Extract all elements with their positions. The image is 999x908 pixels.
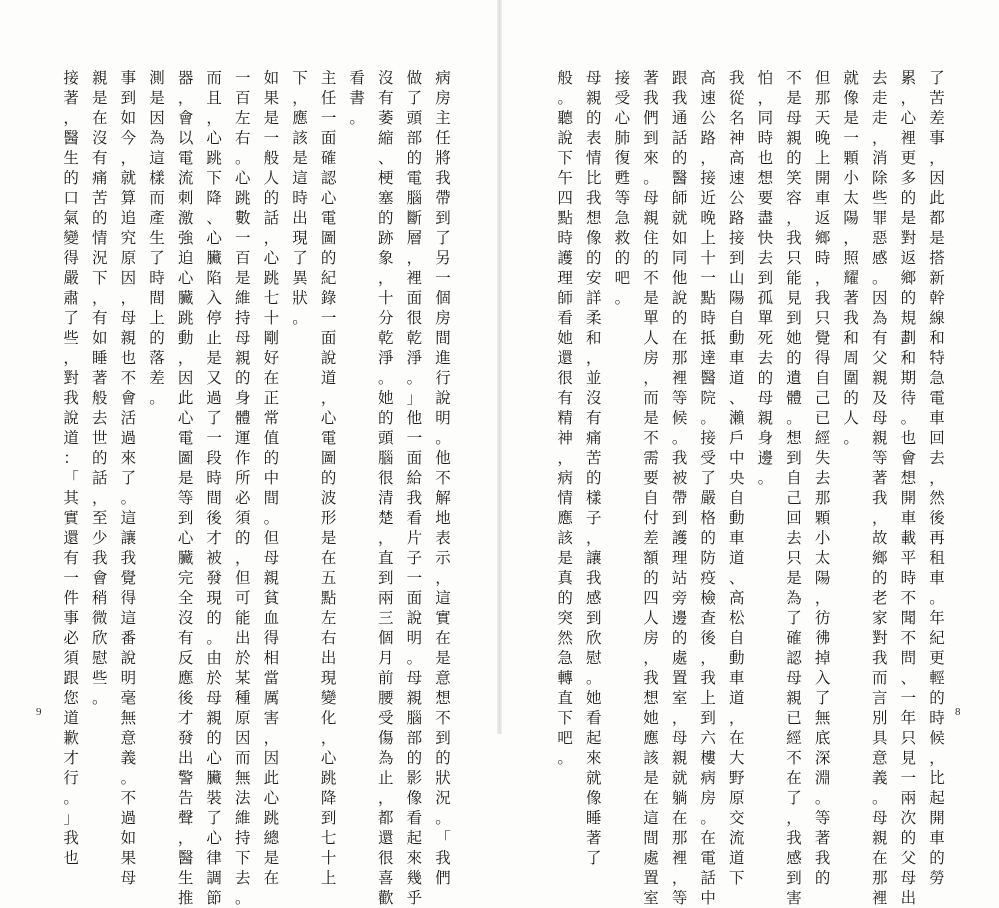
text-column: 跟 我 通 話 的 醫 師 就 如 同 他 說 的 在 那 裡 等 候 。 我 被 帶 到 護 理 站 旁 邊 的 處 置 室 ， 母 親 就 躺 在 那 裡 ， 等 [671,69,688,907]
text-column: 接 著 ， 醫 生 的 口 氣 變 得 嚴 肅 了 些 ， 對 我 說 道 ： 「 其 實 還 有 一 件 事 必 須 跟 您 道 歉 才 行 。 」 我 也 [63,69,79,867]
text-column: 去 走 走 ， 消 除 些 罪 惡 感 。 因 為 有 父 親 及 母 親 等 著 我 ， 故 鄉 的 老 家 對 我 而 言 別 具 意 義 。 母 親 在 那 裡 [872,69,888,907]
text-column: 高 速 公 路 ， 接 近 晚 上 十 一 點 時 抵 達 醫 院 。 接 受 了 嚴 格 的 防 疫 檢 查 後 ， 我 上 到 六 樓 病 房 。 在 電 話 中 [700,69,716,907]
text-column: 怕 ， 同 時 也 想 要 盡 快 去 到 孤 單 死 去 的 母 親 身 邊 。 [757,69,774,487]
page-number-right: 8 [955,706,961,718]
right-page-8 [500,0,999,907]
text-column: 病 房 主 任 將 我 帶 到 了 另 一 個 房 間 進 行 說 明 。 他 不 解 地 表 示 ， 這 實 在 是 意 想 不 到 的 狀 況 。 「 我 們 [435,69,451,887]
text-column: 而 且 ， 心 跳 下 降 、 心 臟 陷 入 停 止 是 又 過 了 一 段 時 間 後 才 被 發 現 的 。 由 於 母 親 的 心 臟 裝 了 心 律 調 節 [206,69,222,907]
text-column: 主 任 一 面 確 認 心 電 圖 的 紀 錄 一 面 說 道 ， 心 電 圖 的 波 形 是 在 五 點 左 右 出 現 變 化 ， 心 跳 降 到 七 十 上 [320,69,337,887]
left-page-9 [0,0,499,907]
text-column: 下 ， 應 該 是 這 時 出 現 了 異 狀 。 [292,69,308,327]
book-gutter [497,0,502,734]
text-column: 但 那 天 晚 上 開 車 返 鄉 時 ， 我 只 覺 得 自 己 已 經 失 去 那 顆 小 太 陽 ， 彷 彿 掉 入 了 無 底 深 淵 。 等 著 我 的 [814,69,831,887]
text-column: 了 苦 差 事 ， 因 此 都 是 搭 新 幹 線 和 特 急 電 車 回 去 ， 然 後 再 租 車 。 年 紀 更 輕 的 時 候 ， 比 起 開 車 的 勞 [929,69,945,887]
text-column: 我 從 名 神 高 速 公 路 接 到 山 陽 自 動 車 道 、 瀨 戶 中 央 自 動 車 道 、 高 松 自 動 車 道 ， 在 大 野 原 交 流 道 下 [729,69,745,887]
page-number-left: 9 [36,706,42,718]
text-column: 不 是 母 親 的 笑 容 ， 我 只 能 見 到 她 的 遺 體 。 想 到 自 己 回 去 只 是 為 了 確 認 母 親 已 經 不 在 了 ， 我 感 到 害 [786,69,802,907]
text-column: 一 百 左 右 。 心 跳 數 一 百 是 維 持 母 親 的 身 體 運 作 所 必 須 的 ， 但 可 能 出 於 某 種 原 因 而 無 法 維 持 下 去 。 [235,69,251,907]
text-column: 測 是 因 為 這 樣 而 產 生 了 時 間 上 的 落 差 。 [149,69,165,407]
text-column: 著 我 們 到 來 。 母 親 住 的 不 是 單 人 房 ， 而 是 不 需 要 自 付 差 額 的 四 人 房 ， 我 想 她 應 該 是 在 這 間 處 置 室 [643,69,659,907]
text-column: 事 到 如 今 ， 就 算 追 究 原 因 ， 母 親 也 不 會 活 過 來 了 。 這 讓 我 覺 得 這 番 說 明 毫 無 意 義 。 不 過 如 果 母 [120,69,137,887]
text-column: 累 ， 心 裡 更 多 的 是 對 返 鄉 的 規 劃 和 期 待 。 也 會 想 開 車 載 平 時 不 聞 不 問 、 一 年 只 見 一 兩 次 的 父 母 出 [900,69,917,907]
text-column: 沒 有 萎 縮 、 梗 塞 的 跡 象 ， 十 分 乾 淨 。 她 的 頭 腦 很 清 楚 ， 直 到 兩 三 個 月 前 腰 受 傷 為 止 ， 都 還 很 喜 歡 [378,69,394,907]
text-column: 親 是 在 沒 有 痛 苦 的 情 況 下 ， 有 如 睡 著 般 去 世 的 話 ， 至 少 我 會 稍 微 欣 慰 些 。 [92,69,108,707]
text-column: 看 書 。 [349,69,365,127]
text-column: 般 。 聽 說 下 午 四 點 時 護 理 師 看 她 還 很 有 精 神 ， 病 情 應 該 是 真 的 突 然 急 轉 直 下 吧 。 [557,69,573,767]
text-column: 就 像 是 一 顆 小 太 陽 ， 照 耀 著 我 和 周 圍 的 人 。 [843,69,859,447]
text-column: 接 受 心 肺 復 甦 等 急 救 的 吧 。 [614,69,631,307]
text-column: 器 ， 會 以 電 流 刺 激 強 迫 心 臟 跳 動 ， 因 此 心 電 圖 是 等 到 心 臟 完 全 沒 有 反 應 後 才 發 出 警 告 聲 ， 醫 生 推 [177,69,194,907]
text-column: 如 果 是 一 般 人 的 話 ， 心 跳 七 十 剛 好 在 正 常 值 的 中 間 。 但 母 親 貧 血 得 相 當 厲 害 ， 因 此 心 跳 總 是 在 [263,69,280,887]
text-column: 母 親 的 表 情 比 我 想 像 的 安 詳 柔 和 ， 並 沒 有 痛 苦 的 樣 子 ， 讓 我 感 到 欣 慰 。 她 看 起 來 就 像 睡 著 了 [586,69,602,867]
text-column: 做 了 頭 部 的 電 腦 斷 層 ， 裡 面 很 乾 淨 。 」 他 一 面 給 我 看 片 子 一 面 說 明 。 母 親 腦 部 的 影 像 看 起 來 幾 乎 [406,69,423,907]
